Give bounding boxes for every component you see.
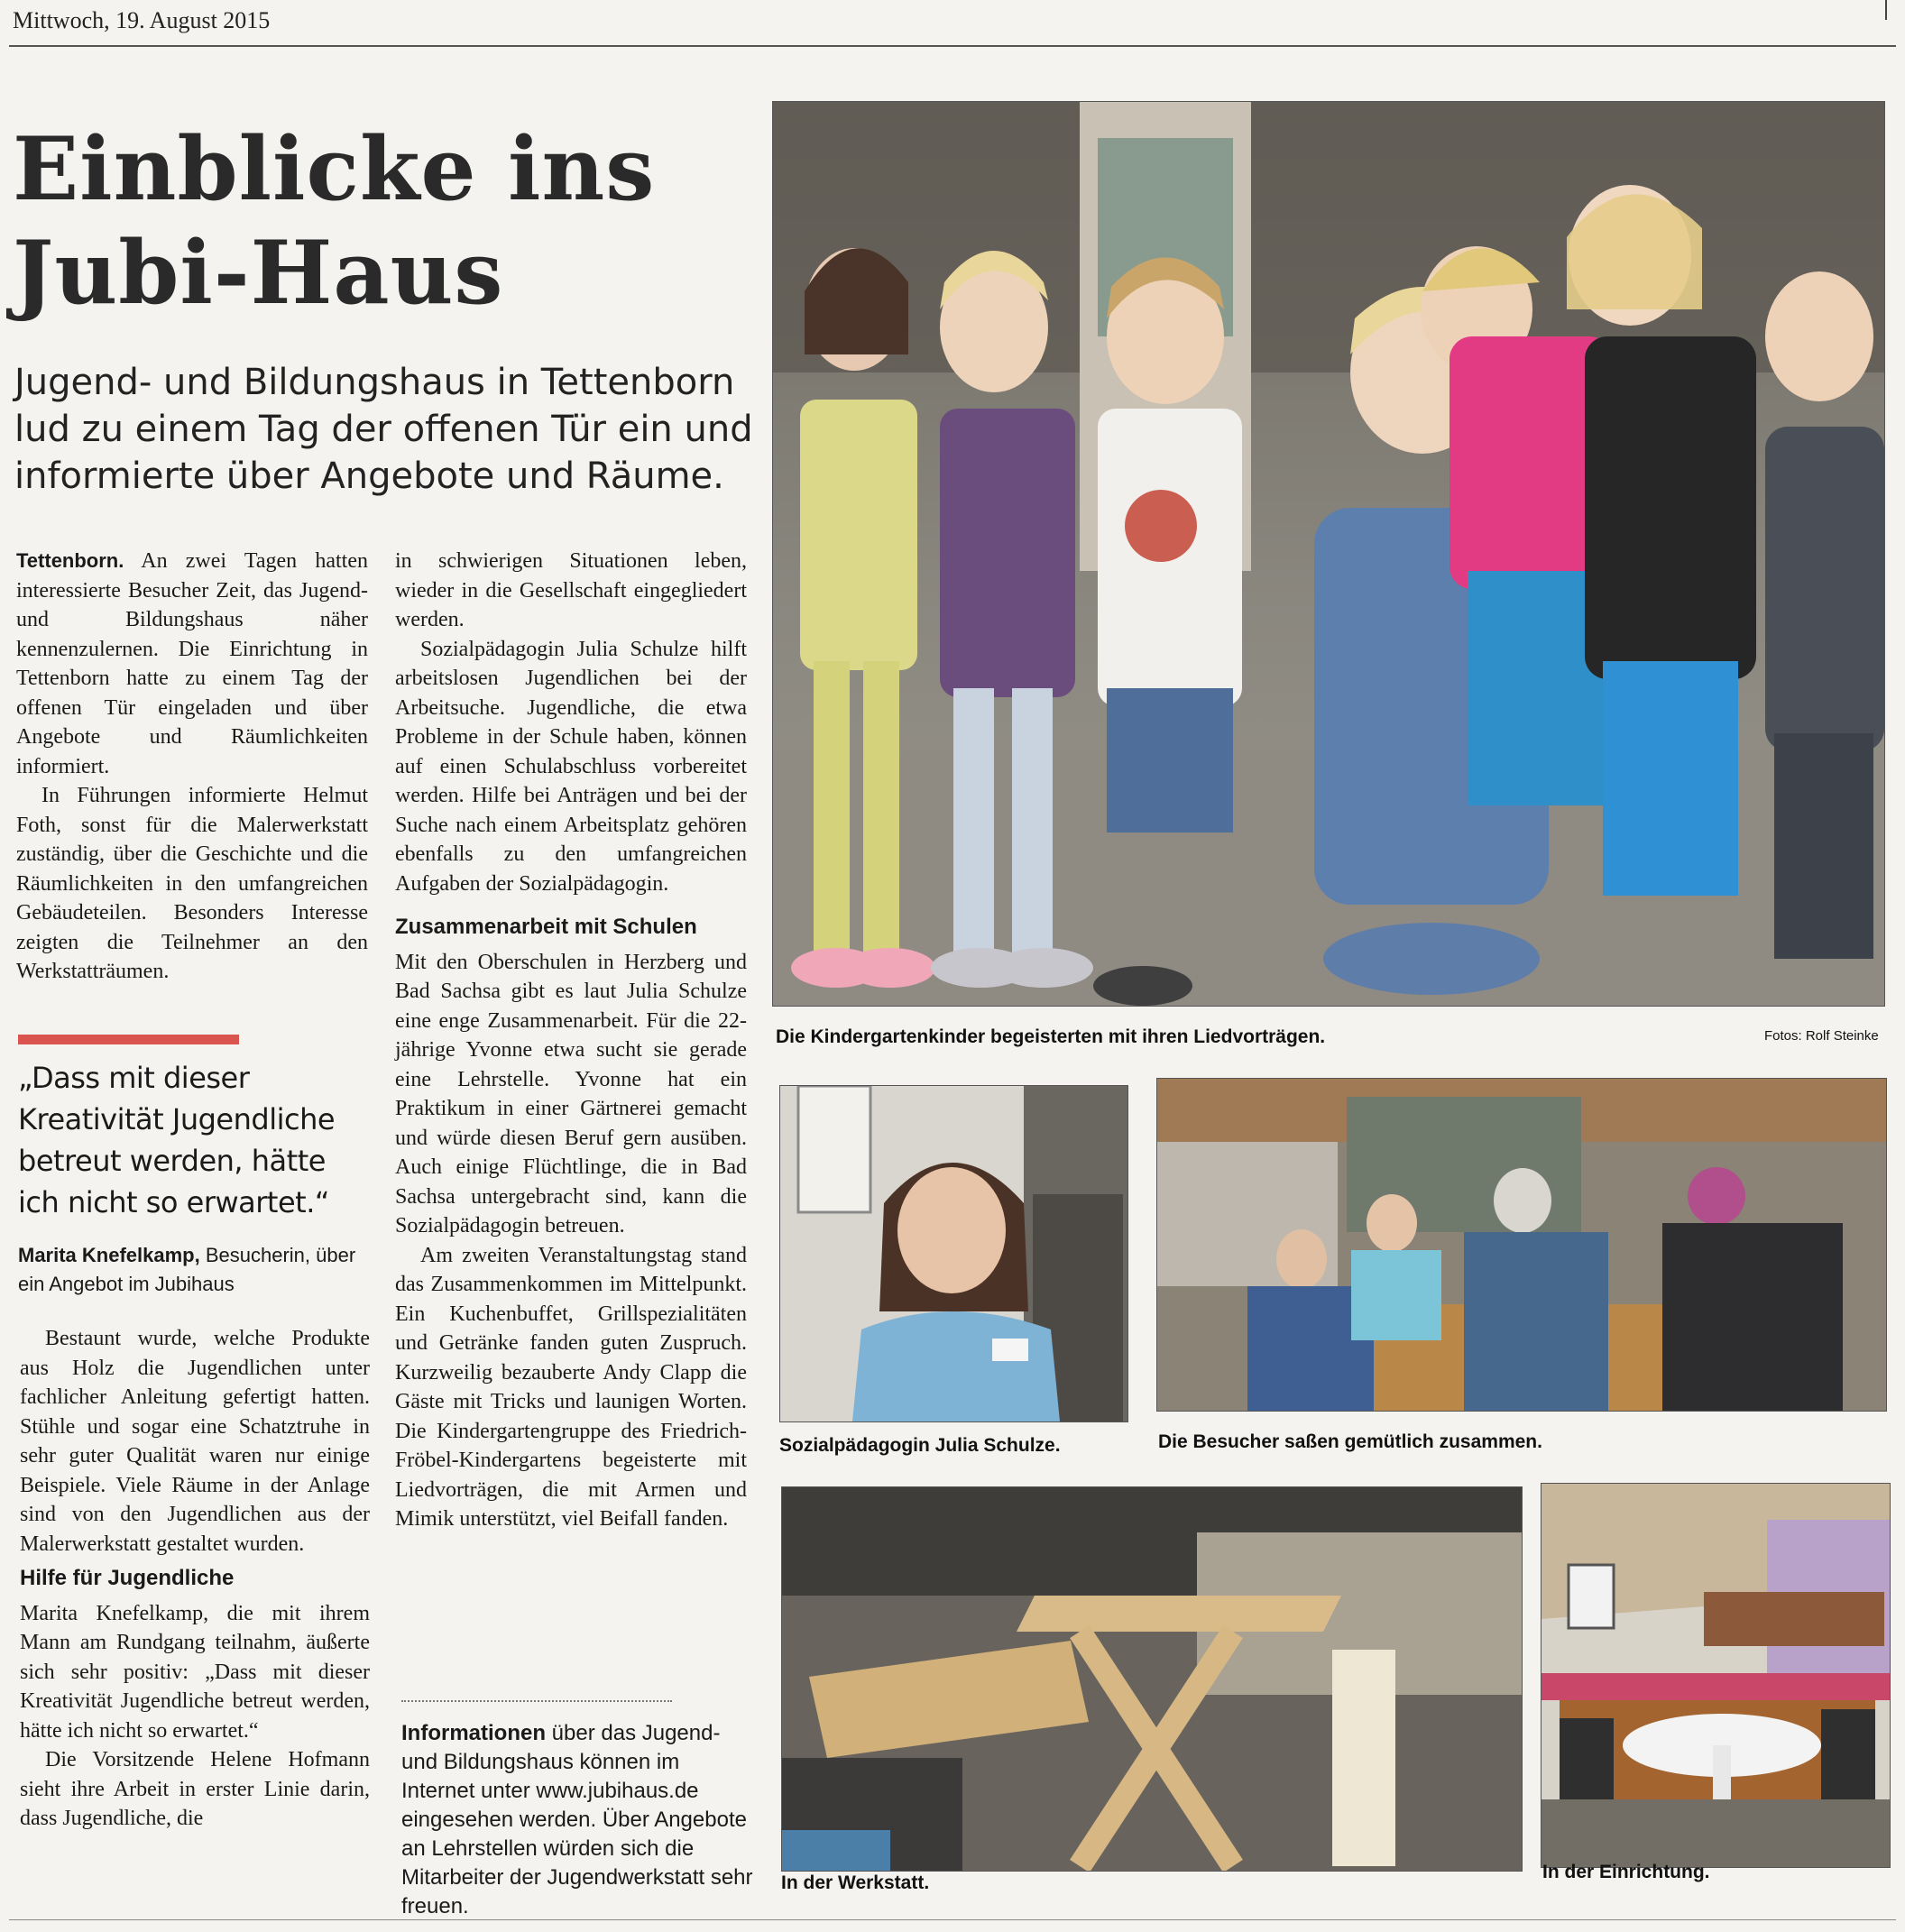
dateline-place: Tettenborn. <box>16 549 124 572</box>
headline-line-1: Einblicke ins <box>13 118 656 220</box>
photo-portrait-julia-schulze <box>779 1085 1128 1422</box>
subheadline: Jugend- und Bildungshaus in Tettenborn lud zu einem Tag der offenen Tür ein und informierte über Angebote und Räume. <box>14 362 753 497</box>
paragraph-6: in schwierigen Situationen leben, wieder in die Gesellschaft eingegliedert werden. <box>395 549 747 631</box>
bottom-rule <box>9 1919 1896 1920</box>
infobox-text: über das Jugend- und Bildungshaus können im Internet unter www.jubihaus.de eingesehen werden. Über Angebote an Lehrstellen würden sich die Mitarbeiter der Jugendwerkstatt sehr freuen. <box>401 1721 753 1918</box>
photo-visitors-seated <box>1156 1078 1887 1412</box>
infobox-lead: Informationen <box>401 1721 546 1745</box>
paragraph-5: Die Vorsitzende Helene Hofmann sieht ihre Arbeit in erster Linie darin, dass Jugendliche, die <box>20 1748 370 1830</box>
infobox <box>401 1719 753 1921</box>
paragraph-1: An zwei Tagen hatten interessierte Besucher Zeit, das Jugend- und Bildungshaus näher kennenzulernen. Die Einrichtung in Tettenborn hatte zu einem Tag der offenen Tür eingeladen und über Angebote und Räumlichkeiten informiert. <box>16 549 368 778</box>
pullquote-text: „Dass mit dieser Kreativität Jugendliche betreut werden, hätte ich nicht so erwartet.“ <box>18 1061 336 1219</box>
top-rule <box>9 45 1896 47</box>
paragraph-7: Sozialpädagogin Julia Schulze hilft arbeitslosen Jugendlichen bei der Arbeitsuche. Jugendliche, die etwa Probleme in der Schule haben, können auf einen Schulabschluss vorbereitet werden. Hilfe bei Anträgen und bei der Suche nach einem Arbeitsplatz gehören ebenfalls zu den umfangreichen Aufgaben der Sozialpädagogin. <box>395 637 747 896</box>
article-column-1-top <box>16 547 368 987</box>
photo-facility <box>1541 1483 1891 1868</box>
caption-workshop: In der Werkstatt. <box>781 1872 930 1893</box>
pullquote-source <box>18 1241 370 1299</box>
crosshead-hilfe: Hilfe für Jugendliche <box>20 1566 235 1590</box>
caption-facility: In der Einrichtung. <box>1542 1862 1710 1882</box>
paragraph-2: In Führungen informierte Helmut Foth, sonst für die Malerwerkstatt zuständig, über die Geschichte und die Räumlichkeiten in den umfangreichen Gebäudeteilen. Besonders Interesse zeigten die Teilnehmer an den Werkstatträumen. <box>16 784 368 983</box>
paragraph-3: Bestaunt wurde, welche Produkte aus Holz die Jugendlichen unter fachlicher Anleitung gefertigt hatten. Stühle und sogar eine Schatztruhe in sehr guter Qualität waren nur einige Beispiele. Viele Räume in der Anlage sind von den Jugendlichen aus der Malerwerkstatt gestaltet wurden. <box>20 1327 370 1556</box>
pullquote-name: Marita Knefelkamp, <box>18 1244 200 1266</box>
paragraph-8: Mit den Oberschulen in Herzberg und Bad Sachsa gibt es laut Julia Schulze eine enge Zusammenarbeit. Für die 22-jährige Yvonne etwa sucht sie gerade eine Lehrstelle. Yvonne hat ein Praktikum in einer Gärtnerei gemacht und würde diesen Beruf gern ausüben. Auch einige Flüchtlinge, die in Bad Sachsa untergebracht sind, kann die Sozialpädagogin betreuen. <box>395 950 747 1237</box>
paragraph-9: Am zweiten Veranstaltungstag stand das Zusammenkommen im Mittelpunkt. Ein Kuchenbuffet, Grillspezialitäten und Getränke fanden guten Zuspruch. Kurzweilig bezauberte Andy Clapp die Gäste mit Tricks und launigen Worten. Die Kindergartengruppe des Friedrich-Fröbel-Kindergartens begeisterte mit Liedvorträgen, die mit Armen und Mimik unterstützt, viel Beifall fanden. <box>395 1243 747 1531</box>
caption-portrait: Sozialpädagogin Julia Schulze. <box>779 1435 1061 1456</box>
article-column-2 <box>395 547 747 1534</box>
caption-main-photo: Die Kindergartenkinder begeisterten mit ihren Liedvorträgen. <box>776 1026 1326 1047</box>
page-corner-mark <box>1885 0 1887 20</box>
caption-visitors: Die Besucher saßen gemütlich zusammen. <box>1158 1431 1542 1452</box>
headline-line-2: Jubi-Haus <box>13 222 504 324</box>
photo-credit: Fotos: Rolf Steinke <box>1764 1028 1879 1044</box>
pullquote-accent-bar <box>18 1035 239 1044</box>
crosshead-schulen: Zusammenarbeit mit Schulen <box>395 915 697 939</box>
photo-workshop <box>781 1486 1523 1872</box>
headline <box>13 117 770 325</box>
infobox-separator <box>401 1700 672 1702</box>
paragraph-4: Marita Knefelkamp, die mit ihrem Mann am Rundgang teilnahm, äußerte sich sehr positiv: „Dass mit dieser Kreativität Jugendliche betreut werden, hätte ich nicht so erwartet.“ <box>20 1601 370 1743</box>
article-column-1-bottom <box>20 1324 370 1834</box>
pullquote-role: Besucherin, über ein Angebot im Jubihaus <box>18 1244 356 1295</box>
photo-children-singing <box>772 101 1885 1007</box>
dateline: Mittwoch, 19. August 2015 <box>13 7 271 33</box>
